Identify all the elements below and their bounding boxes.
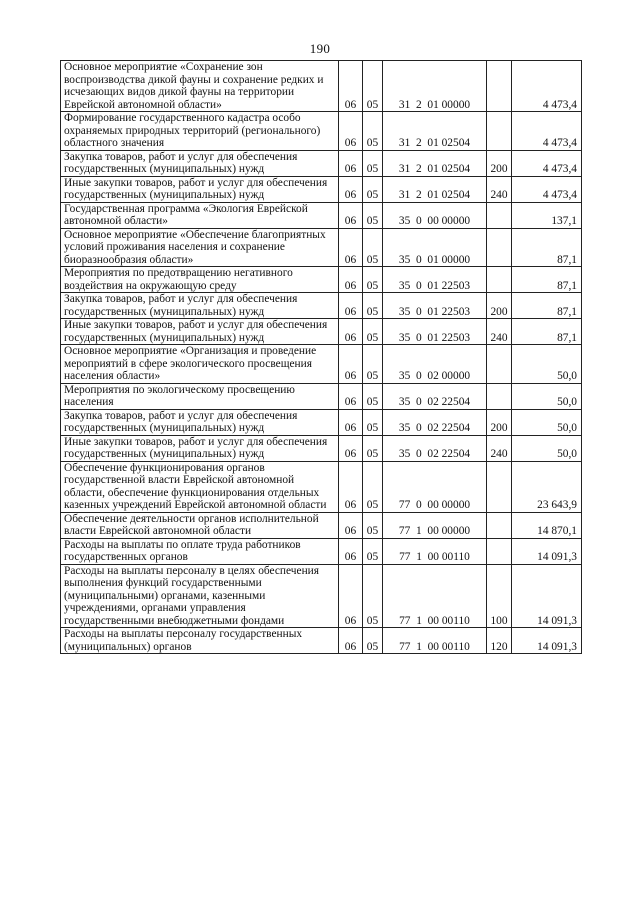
target-article-code: 31 2 01 02504 [383,112,487,151]
section-code: 06 [339,461,363,512]
table-row [61,150,582,176]
subsection-code: 05 [363,628,383,654]
section-code: 06 [339,61,363,112]
subsection-code: 05 [363,61,383,112]
expense-name: Мероприятия по предотвращению негативного воздействия на окружающую среду [61,267,339,293]
page-number: 190 [309,41,331,56]
table-row [61,267,582,293]
expense-name: Закупка товаров, работ и услуг для обеспечения государственных (муниципальных) нужд [61,293,339,319]
expense-type-code: 240 [487,319,512,345]
amount: 50,0 [512,345,582,384]
amount: 4 473,4 [512,112,582,151]
expense-type-code: 240 [487,176,512,202]
section-code: 06 [339,267,363,293]
expense-type-code: 100 [487,564,512,628]
target-article-code: 31 2 01 02504 [383,176,487,202]
expense-type-code [487,202,512,228]
expense-name: Расходы на выплаты персоналу государственных (муниципальных) органов [61,628,339,654]
expense-name: Формирование государственного кадастра особо охраняемых природных территорий (регионального) областного значения [61,112,339,151]
subsection-code: 05 [363,112,383,151]
subsection-code: 05 [363,435,383,461]
table-row [61,112,582,151]
amount: 4 473,4 [512,150,582,176]
table-row [61,176,582,202]
section-code: 06 [339,112,363,151]
amount: 87,1 [512,293,582,319]
target-article-code: 35 0 01 00000 [383,228,487,267]
table-row [61,538,582,564]
expense-type-code [487,112,512,151]
section-code: 06 [339,564,363,628]
target-article-code: 35 0 02 22504 [383,383,487,409]
subsection-code: 05 [363,293,383,319]
target-article-code: 35 0 00 00000 [383,202,487,228]
budget-table-body [61,61,582,654]
section-code: 06 [339,512,363,538]
section-code: 06 [339,228,363,267]
section-code: 06 [339,628,363,654]
budget-table [60,60,582,654]
expense-type-code [487,61,512,112]
table-row [61,628,582,654]
table-row [61,409,582,435]
amount: 4 473,4 [512,61,582,112]
target-article-code: 31 2 01 00000 [383,61,487,112]
target-article-code: 77 0 00 00000 [383,461,487,512]
subsection-code: 05 [363,564,383,628]
expense-type-code [487,228,512,267]
section-code: 06 [339,383,363,409]
expense-name: Обеспечение функционирования органов государственной власти Еврейской автономной области, обеспечение функционирования отдельных казенных учреждений Еврейской автономной области [61,461,339,512]
table-row [61,512,582,538]
section-code: 06 [339,202,363,228]
expense-name: Государственная программа «Экология Еврейской автономной области» [61,202,339,228]
section-code: 06 [339,150,363,176]
amount: 14 091,3 [512,628,582,654]
subsection-code: 05 [363,150,383,176]
subsection-code: 05 [363,461,383,512]
amount: 23 643,9 [512,461,582,512]
table-row [61,461,582,512]
section-code: 06 [339,345,363,384]
expense-type-code [487,512,512,538]
target-article-code: 35 0 02 22504 [383,435,487,461]
subsection-code: 05 [363,538,383,564]
amount: 14 091,3 [512,564,582,628]
subsection-code: 05 [363,409,383,435]
section-code: 06 [339,409,363,435]
target-article-code: 35 0 01 22503 [383,293,487,319]
expense-name: Основное мероприятие «Сохранение зон воспроизводства дикой фауны и сохранение редких и исчезающих видов дикой фауны на территории Еврейской автономной области» [61,61,339,112]
expense-type-code: 240 [487,435,512,461]
subsection-code: 05 [363,228,383,267]
subsection-code: 05 [363,267,383,293]
expense-type-code [487,538,512,564]
expense-type-code [487,461,512,512]
amount: 87,1 [512,228,582,267]
section-code: 06 [339,538,363,564]
table-row [61,383,582,409]
table-row [61,319,582,345]
section-code: 06 [339,293,363,319]
expense-type-code: 200 [487,293,512,319]
expense-name: Основное мероприятие «Организация и проведение мероприятий в сфере экологического просвещения населения области» [61,345,339,384]
expense-name: Обеспечение деятельности органов исполнительной власти Еврейской автономной области [61,512,339,538]
expense-name: Закупка товаров, работ и услуг для обеспечения государственных (муниципальных) нужд [61,409,339,435]
target-article-code: 35 0 02 00000 [383,345,487,384]
table-row [61,345,582,384]
target-article-code: 31 2 01 02504 [383,150,487,176]
amount: 50,0 [512,383,582,409]
table-row [61,202,582,228]
amount: 87,1 [512,267,582,293]
amount: 50,0 [512,435,582,461]
target-article-code: 77 1 00 00110 [383,628,487,654]
expense-type-code [487,267,512,293]
amount: 87,1 [512,319,582,345]
table-row [61,293,582,319]
subsection-code: 05 [363,512,383,538]
target-article-code: 35 0 02 22504 [383,409,487,435]
target-article-code: 35 0 01 22503 [383,319,487,345]
expense-name: Расходы на выплаты по оплате труда работников государственных органов [61,538,339,564]
target-article-code: 77 1 00 00000 [383,512,487,538]
subsection-code: 05 [363,345,383,384]
expense-name: Иные закупки товаров, работ и услуг для обеспечения государственных (муниципальных) нужд [61,435,339,461]
section-code: 06 [339,176,363,202]
subsection-code: 05 [363,319,383,345]
table-row [61,61,582,112]
amount: 14 091,3 [512,538,582,564]
expense-type-code [487,345,512,384]
expense-name: Иные закупки товаров, работ и услуг для обеспечения государственных (муниципальных) нужд [61,319,339,345]
table-row [61,564,582,628]
expense-name: Основное мероприятие «Обеспечение благоприятных условий проживания населения и сохранение биоразнообразия области» [61,228,339,267]
amount: 14 870,1 [512,512,582,538]
amount: 137,1 [512,202,582,228]
expense-type-code: 120 [487,628,512,654]
section-code: 06 [339,435,363,461]
amount: 50,0 [512,409,582,435]
expense-type-code [487,383,512,409]
table-row [61,435,582,461]
expense-name: Иные закупки товаров, работ и услуг для обеспечения государственных (муниципальных) нужд [61,176,339,202]
table-row [61,228,582,267]
expense-type-code: 200 [487,150,512,176]
amount: 4 473,4 [512,176,582,202]
expense-type-code: 200 [487,409,512,435]
target-article-code: 77 1 00 00110 [383,564,487,628]
expense-name: Расходы на выплаты персоналу в целях обеспечения выполнения функций государственными (муниципальными) органами, казенными учреждениями, органами управления государственными внебюджетными фондами [61,564,339,628]
subsection-code: 05 [363,176,383,202]
subsection-code: 05 [363,383,383,409]
expense-name: Мероприятия по экологическому просвещению населения [61,383,339,409]
subsection-code: 05 [363,202,383,228]
target-article-code: 35 0 01 22503 [383,267,487,293]
section-code: 06 [339,319,363,345]
target-article-code: 77 1 00 00110 [383,538,487,564]
expense-name: Закупка товаров, работ и услуг для обеспечения государственных (муниципальных) нужд [61,150,339,176]
